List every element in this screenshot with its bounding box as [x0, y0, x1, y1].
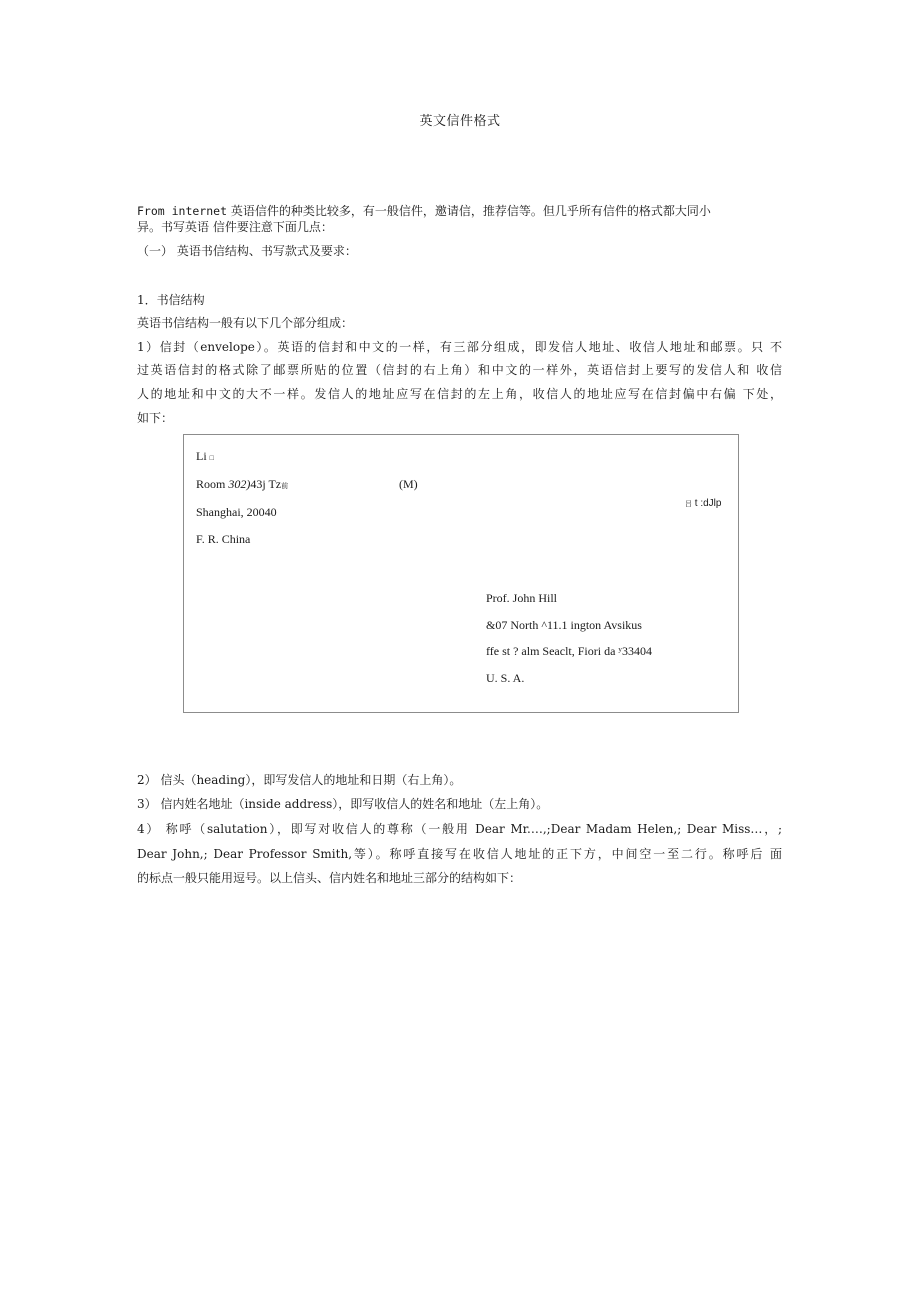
item4-line-3: 的标点一般只能用逗号。以上信头、信内姓名和地址三部分的结构如下：	[137, 871, 522, 885]
document-title: 英文信件格式	[419, 114, 501, 129]
sender-room: Room 302)43j Tz前	[196, 477, 289, 491]
sender-city: Shanghai, 20040	[196, 505, 277, 519]
recipient-country: U. S. A.	[486, 671, 525, 685]
intro-text: 英语信件的种类比较多，有一般信件，邀请信，推荐信等。但几乎所有信件的格式都大同小	[227, 204, 711, 218]
item4-line-2: Dear John,; Dear Professor Smith,等）。称呼直接写在收信人地址的正下方，中间空一至二行。称呼后 面	[137, 847, 782, 861]
item2-heading: 2） 信头（heading），即写发信人的地址和日期（右上角）。	[137, 773, 462, 787]
stamp-icon: 吕	[685, 501, 692, 508]
intro-line-1	[137, 202, 711, 219]
intro-line-3: （一） 英语书信结构、书写款式及要求：	[137, 244, 357, 258]
envelope-example	[183, 434, 739, 713]
recipient-name: Prof. John Hill	[486, 591, 558, 605]
item1-line-4: 如下：	[137, 411, 174, 425]
recipient-street: &07 North ^11.1 ington Avsikus	[486, 618, 642, 632]
sender-name: Li □	[196, 449, 214, 463]
intro-line-2: 异。书写英语 信件要注意下面几点：	[137, 220, 333, 234]
item3-inside-address: 3） 信内姓名地址（inside address），即写收信人的姓名和地址（左上角）。	[137, 797, 549, 811]
item1-line-3: 人的地址和中文的大不一样。发信人的地址应写在信封的左上角，收信人的地址应写在信封偏中右偏 下处，	[137, 387, 782, 401]
sender-m-mark: (M)	[399, 477, 418, 491]
section-heading: 1．书信结构	[137, 293, 205, 307]
stamp-text: t :dJlp	[692, 498, 722, 509]
sender-country: F. R. China	[196, 532, 251, 546]
section-lead: 英语书信结构一般有以下几个部分组成：	[137, 316, 354, 330]
item1-line-2: 过英语信封的格式除了邮票所贴的位置（信封的右上角）和中文的一样外，英语信封上要写的发信人和 收信	[137, 363, 782, 377]
sender-name-mark: □	[209, 454, 214, 462]
stamp-area	[685, 498, 721, 509]
item4-line-1: 4） 称呼（salutation），即写对收信人的尊称（一般用 Dear Mr.…,;Dear Madam Helen,; Dear Miss…，;	[137, 822, 782, 836]
intro-source: From internet	[137, 204, 228, 218]
item1-line-1: 1）信封（envelope）。英语的信封和中文的一样，有三部分组成，即发信人地址、收信人地址和邮票。只 不	[137, 340, 782, 354]
recipient-city: ffe st ? alm Seaclt, Fiori da ʸ33404	[486, 644, 652, 658]
